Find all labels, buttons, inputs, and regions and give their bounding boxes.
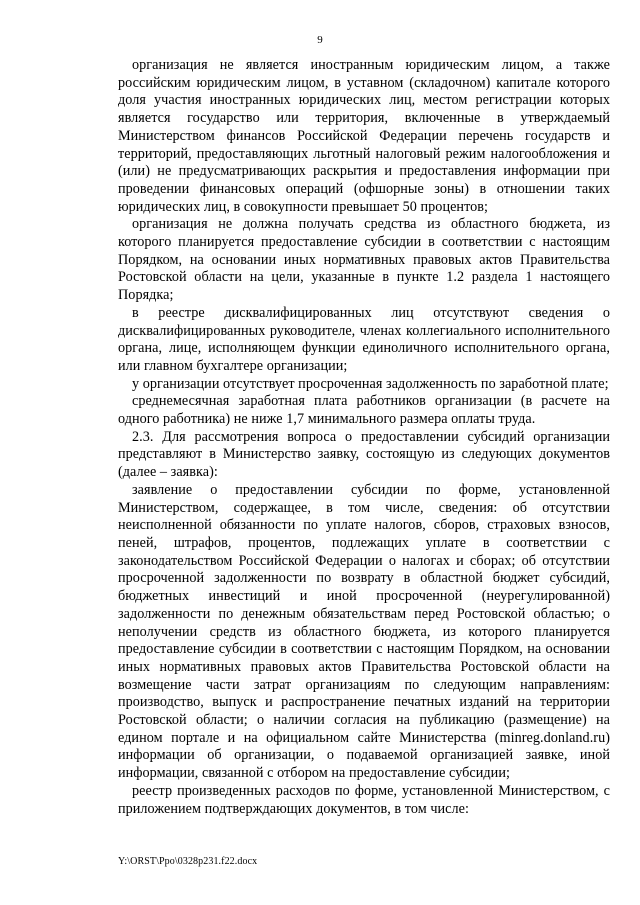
paragraph-no-budget-funds: организация не должна получать средства из областного бюджета, из которого планируется предоставление субсидии в соответствии с настоящим Порядком, на основании иных нормативных правовых актов Правительства Ростовской области на цели, указанные в пункте 1.2 раздела 1 настоящего Порядка; <box>118 216 610 304</box>
page-number: 9 <box>317 34 323 46</box>
paragraph-section-2-3: 2.3. Для рассмотрения вопроса о предоставлении субсидий организации представляют в Министерство заявку, состоящую из следующих документов (далее – заявка): <box>118 428 610 481</box>
paragraph-expense-registry: реестр произведенных расходов по форме, установленной Министерством, с приложением подтверждающих документов, в том числе: <box>118 782 610 817</box>
paragraph-no-wage-arrears: у организации отсутствует просроченная задолженность по заработной плате; <box>132 375 609 392</box>
footer-file-path: Y:\ORST\Ppo\0328p231.f22.docx <box>118 856 258 867</box>
paragraph-offshore-condition: организация не является иностранным юридическим лицом, а также российским юридическим лицом, в уставном (складочном) капитале которого доля участия иностранных юридических лиц, местом регистрации которых является государство или территория, включенные в утверждаемый Министерством финансов Российской Федерации перечень государств и территорий, предоставляющих льготный налоговый режим налогообложения и (или) не предусматривающих раскрытия и предоставления информации при проведении финансовых операций (офшорные зоны) в отношении таких юридических лиц, в совокупности превышает 50 процентов; <box>118 57 610 215</box>
document-body <box>118 57 610 818</box>
paragraph-average-salary: среднемесячная заработная плата работников организации (в расчете на одного работника) не ниже 1,7 минимального размера оплаты труда. <box>118 393 610 428</box>
paragraph-application-statement: заявление о предоставлении субсидии по форме, установленной Министерством, содержащее, в том числе, сведения: об отсутствии неисполненной обязанности по уплате налогов, сборов, страховых взносов, пеней, штрафов, процентов, подлежащих уплате в соответствии с законодательством Российской Федерации о налогах и сборах; об отсутствии просроченной задолженности по возврату в областной бюджет субсидий, бюджетных инвестиций и иной просроченной (неурегулированной) задолженности по денежным обязательствам перед Ростовской областью; о неполучении средств из областного бюджета, из которого планируется предоставление субсидии в соответствии с настоящим Порядком, на основании иных нормативных правовых актов Правительства Ростовской области на возмещение части затрат организациям по следующим направлениям: производство, выпуск и распространение печатных изданий на территории Ростовской области; о наличии согласия на публикацию (размещение) на едином портале и на официальном сайте Министерства (minreg.donland.ru) информации об организации, о подаваемой организацией заявке, иной информации, связанной с отбором на предоставление субсидии; <box>118 481 610 782</box>
paragraph-disqualified-registry: в реестре дисквалифицированных лиц отсутствуют сведения о дисквалифицированных руководителе, членах коллегиального исполнительного органа, лице, исполняющем функции единоличного исполнительного органа, или главном бухгалтере организации; <box>118 304 610 374</box>
